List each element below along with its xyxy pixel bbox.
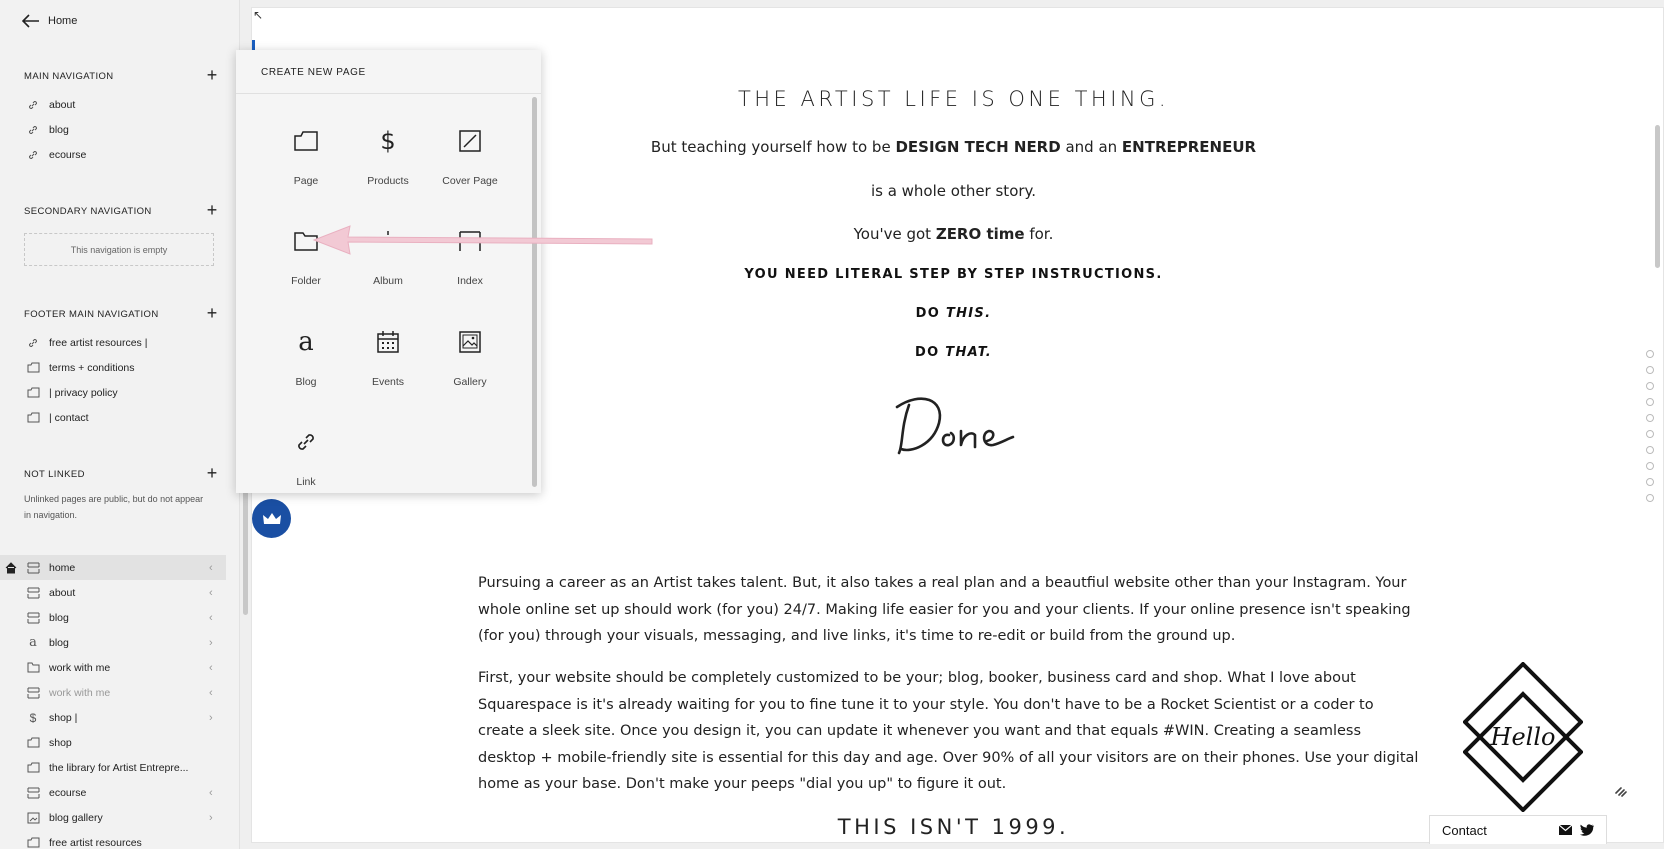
sidebar-item-terms[interactable] <box>0 355 226 380</box>
add-main-nav-button[interactable]: + <box>206 65 218 85</box>
index-icon <box>26 561 40 575</box>
gallery-icon <box>26 811 40 825</box>
sidebar-item-label: work with me <box>49 686 111 699</box>
done-script-image <box>891 387 1021 467</box>
caps2-text: DO <box>915 306 946 321</box>
arrow-left-icon <box>22 14 40 28</box>
mail-icon[interactable] <box>1559 825 1572 835</box>
sidebar-item-label: | contact <box>49 411 89 424</box>
contact-label: Contact <box>1442 822 1487 838</box>
chevron-icon[interactable]: ‹ <box>209 786 213 799</box>
page-icon <box>26 736 40 750</box>
tile-label: Events <box>371 376 405 388</box>
twitter-icon[interactable] <box>1580 824 1594 836</box>
not-linked-heading: NOT LINKED <box>24 469 85 480</box>
sidebar-page-item[interactable] <box>0 655 226 680</box>
tile-gallery[interactable] <box>420 316 520 396</box>
empty-navigation-placeholder: This navigation is empty <box>24 233 214 266</box>
home-back-link[interactable] <box>22 14 77 28</box>
contact-bar[interactable] <box>1429 815 1607 844</box>
section-dot[interactable] <box>1646 478 1654 486</box>
line3-post: for. <box>1024 225 1054 243</box>
sidebar-item-label: terms + conditions <box>49 361 135 374</box>
section-dot[interactable] <box>1646 446 1654 454</box>
sidebar-item-label: ecourse <box>49 786 87 799</box>
crown-icon <box>262 511 282 527</box>
section-dot[interactable] <box>1646 414 1654 422</box>
sidebar <box>0 0 240 849</box>
chevron-icon[interactable]: ‹ <box>209 561 213 574</box>
section-dot[interactable] <box>1646 350 1654 358</box>
add-secondary-nav-button[interactable]: + <box>206 200 218 220</box>
content-caps-1: YOU NEED LITERAL STEP BY STEP INSTRUCTIONS. <box>744 267 1163 282</box>
add-not-linked-button[interactable]: + <box>206 463 218 483</box>
chevron-icon[interactable]: ‹ <box>209 686 213 699</box>
page-icon <box>26 411 40 425</box>
tile-label: Gallery <box>453 376 487 388</box>
link-icon <box>26 123 40 137</box>
index-icon <box>26 586 40 600</box>
sidebar-page-item[interactable] <box>0 680 226 705</box>
chevron-icon[interactable]: › <box>209 636 213 649</box>
index-icon <box>26 686 40 700</box>
line3-text: You've got <box>853 225 936 243</box>
sidebar-item-label: free artist resources <box>49 836 142 849</box>
line1-bold-2: ENTREPRENEUR <box>1121 138 1257 156</box>
index-icon <box>26 786 40 800</box>
chevron-icon[interactable]: ‹ <box>209 611 213 624</box>
page-icon <box>26 386 40 400</box>
tile-link[interactable] <box>256 416 356 496</box>
content-paragraph-1: Pursuing a career as an Artist takes talent. But, it also takes a real plan and a beautfiul website other than your Instagram. Your whole online set up should work (for you) 24/7. Making life easier for you and your clients. If your online presence isn't speaking (for you) through your visuals, messaging, and live links, it's time to re-edit or build from the ground up. <box>478 575 1411 644</box>
content-line-2: is a whole other story. <box>870 182 1037 200</box>
chevron-icon[interactable]: ‹ <box>209 586 213 599</box>
sidebar-item-label: shop | <box>49 711 78 724</box>
cover-page-icon <box>454 125 486 157</box>
section-dot[interactable] <box>1646 398 1654 406</box>
sidebar-page-item[interactable] <box>0 755 226 780</box>
sidebar-page-item[interactable] <box>0 830 226 849</box>
tile-label: Folder <box>291 275 321 287</box>
home-back-label: Home <box>48 15 78 27</box>
dollar-icon: $ <box>29 710 37 725</box>
panel-title: CREATE NEW PAGE <box>261 67 366 78</box>
section-dot[interactable] <box>1646 382 1654 390</box>
main-navigation-heading: MAIN NAVIGATION <box>24 71 114 82</box>
link-icon <box>26 98 40 112</box>
sidebar-item-free-artist-resources[interactable] <box>0 330 226 355</box>
hello-text: Hello <box>1490 723 1556 751</box>
blog-icon: a <box>29 635 37 650</box>
sidebar-page-item[interactable] <box>0 605 226 630</box>
sidebar-page-item[interactable] <box>0 630 226 655</box>
sidebar-page-item[interactable] <box>0 705 226 730</box>
page-icon <box>26 836 40 849</box>
chevron-icon[interactable]: › <box>209 811 213 824</box>
sidebar-page-item[interactable] <box>0 555 226 580</box>
squarespace-logo-icon <box>1614 785 1628 797</box>
tile-label: Products <box>367 175 409 187</box>
dollar-icon: $ <box>380 127 396 155</box>
footer-navigation-heading: FOOTER MAIN NAVIGATION <box>24 309 159 320</box>
annotation-arrow <box>310 220 655 260</box>
sidebar-item-label: about <box>49 586 76 599</box>
sidebar-page-item[interactable] <box>0 780 226 805</box>
line1-text: But teaching yourself how to be <box>650 138 896 156</box>
gallery-icon <box>454 326 486 358</box>
tile-label: Album <box>373 275 403 287</box>
page-icon <box>26 761 40 775</box>
sidebar-item-label: about <box>49 98 76 111</box>
sidebar-page-item[interactable] <box>0 730 226 755</box>
tile-label: Blog <box>295 376 317 388</box>
secondary-navigation-heading: SECONDARY NAVIGATION <box>24 206 152 217</box>
section-dots-nav[interactable] <box>1646 350 1656 510</box>
sidebar-page-item[interactable] <box>0 580 226 605</box>
page-icon <box>290 125 322 157</box>
page-icon <box>26 361 40 375</box>
sidebar-item-label: work with me <box>49 661 111 674</box>
sidebar-item-label: blog <box>49 636 69 649</box>
add-footer-nav-button[interactable]: + <box>206 303 218 323</box>
folder-icon <box>26 661 40 675</box>
tile-label: Cover Page <box>442 175 498 187</box>
section-dot[interactable] <box>1646 366 1654 374</box>
caps3-em: THAT. <box>945 345 992 360</box>
hello-diamond-logo <box>1463 662 1583 812</box>
link-icon <box>26 148 40 162</box>
section-dot[interactable] <box>1646 462 1654 470</box>
content-bottom-heading: THIS ISN'T 1999. <box>837 815 1070 839</box>
chevron-icon[interactable]: ‹ <box>209 661 213 674</box>
not-linked-description: Unlinked pages are public, but do not appear in navigation. <box>24 494 204 520</box>
crown-upgrade-button[interactable] <box>252 499 291 538</box>
sidebar-item-label: | privacy policy <box>49 386 118 399</box>
section-dot[interactable] <box>1646 494 1654 502</box>
link-icon <box>26 336 40 350</box>
tile-cover-page[interactable] <box>420 115 520 195</box>
tile-label: Link <box>296 476 316 488</box>
create-new-page-panel <box>236 50 541 493</box>
sidebar-item-ecourse[interactable] <box>0 142 226 167</box>
sidebar-item-about[interactable] <box>0 92 226 117</box>
sidebar-item-blog[interactable] <box>0 117 226 142</box>
sidebar-item-label: blog gallery <box>49 811 103 824</box>
caps3-text: DO <box>915 345 946 360</box>
sidebar-item-label: the library for Artist Entrepre... <box>49 761 189 774</box>
sidebar-item-label: ecourse <box>49 148 87 161</box>
index-icon <box>26 611 40 625</box>
line1-mid: and an <box>1060 138 1122 156</box>
calendar-icon <box>372 326 404 358</box>
panel-divider <box>236 93 541 94</box>
sidebar-item-privacy[interactable] <box>0 380 226 405</box>
collapse-corner-icon[interactable]: ↖ <box>253 8 264 22</box>
sidebar-page-item[interactable] <box>0 805 226 830</box>
home-badge-icon <box>5 562 17 574</box>
section-dot[interactable] <box>1646 430 1654 438</box>
content-paragraph-2: First, your website should be completely customized to be your; blog, booker, business card and shop. What I love about Squarespace is it's already waiting for you to fine tune it to your style. You don't have to be a Rocket Scientist or a coder to create a sleek site. Once you design it, you can update it whenever you want and that equals #WIN. Creating a seamless desktop + mobile-friendly site is essential for this day and age. Over 90% of all your visitors are on their phones. Use your digital home as your base. Don't make your peeps "dial you up" to figure it out. <box>478 670 1419 792</box>
link-icon <box>290 426 322 458</box>
sidebar-item-label: blog <box>49 123 69 136</box>
line1-bold-1: DESIGN TECH NERD <box>895 138 1061 156</box>
content-heading: THE ARTIST LIFE IS ONE THING. <box>737 87 1170 111</box>
panel-scrollbar[interactable] <box>532 97 537 487</box>
caps2-em: THIS. <box>945 306 992 321</box>
tile-label: Index <box>457 275 483 287</box>
tile-label: Page <box>293 175 319 187</box>
blog-icon: a <box>298 327 314 357</box>
line3-bold: ZERO time <box>935 225 1025 243</box>
sidebar-item-contact[interactable] <box>0 405 226 430</box>
chevron-icon[interactable]: › <box>209 711 213 724</box>
sidebar-item-label: blog <box>49 611 69 624</box>
sidebar-item-label: shop <box>49 736 72 749</box>
sidebar-item-label: free artist resources | <box>49 336 148 349</box>
sidebar-item-label: home <box>49 561 76 574</box>
